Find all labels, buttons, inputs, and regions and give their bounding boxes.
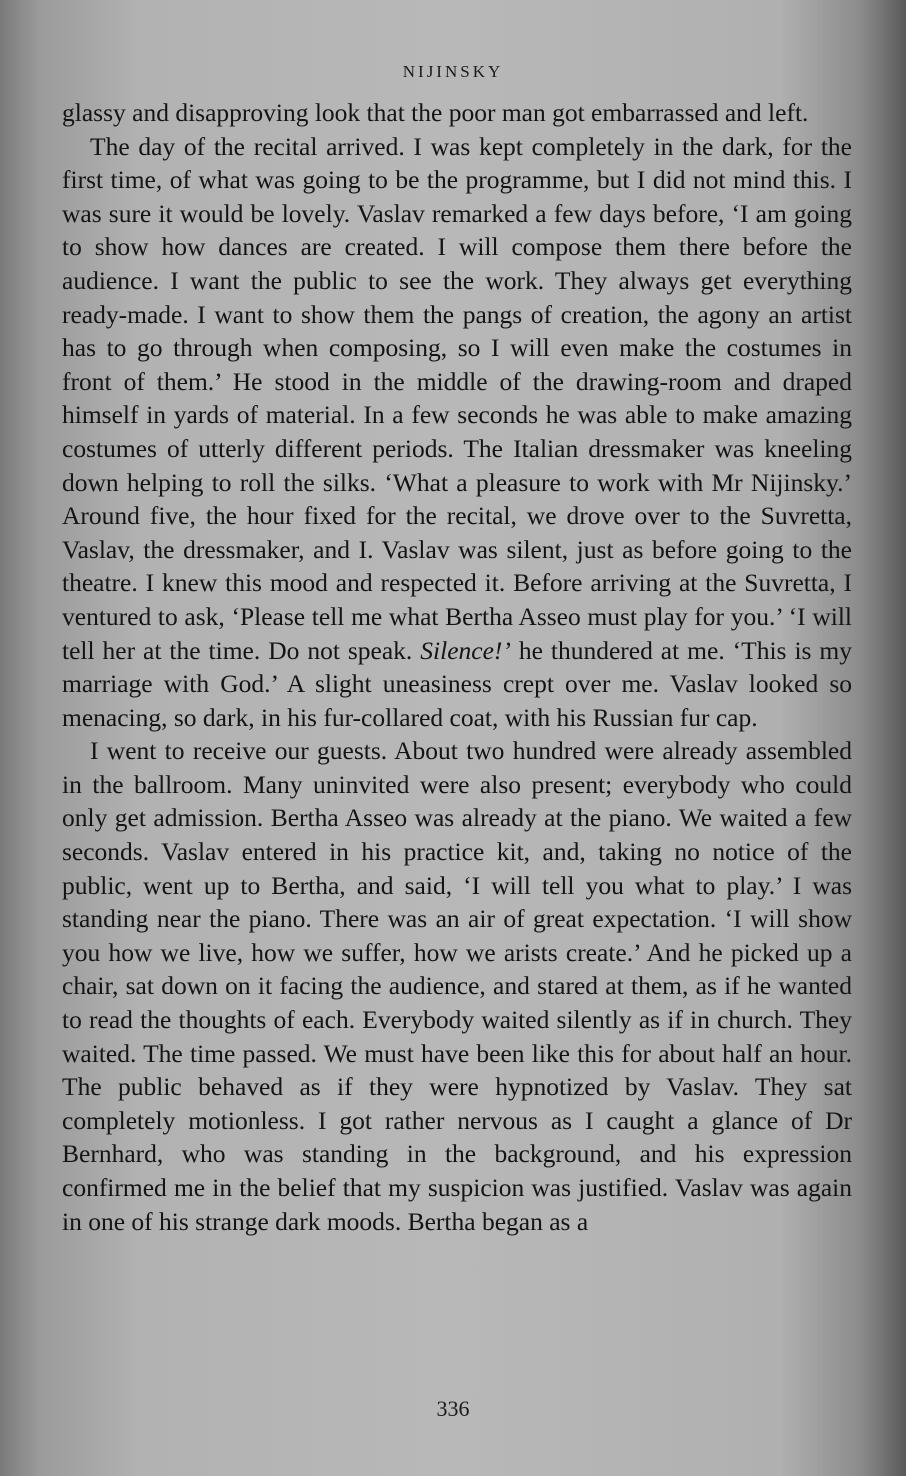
paragraph-text-rest: he thundered at me. ‘This is my marriage with God.’ A slight uneasiness crept over me. Vaslav looked so menacing, so dark, in his fur-collared coat, with his Russian fur cap. bbox=[62, 635, 853, 732]
running-head: NIJINSKY bbox=[402, 62, 504, 81]
paragraph-guests: I went to receive our guests. About two hundred were already assembled in the ballroom. Many uninvited were also present; everybody who could only get admission. Bertha Asseo was already at the piano. We waited a few seconds. Vaslav entered in his practice kit, and, taking no notice of the public, went up to Bertha, and said, ‘I will tell you what to play.’ I was standing near the piano. There was an air of great expectation. ‘I will show you how we live, how we suffer, how we arists create.’ And he picked up a chair, sat down on it facing the audience, and stared at them, as if he wanted to read the thoughts of each. Everybody waited silently as if in church. They waited. The time passed. We must have been like this for about half an hour. The public behaved as if they were hypnotized by Vaslav. They sat completely motionless. I got rather nervous as I caught a glance of Dr Bernhard, who was standing in the background, and his expression confirmed me in the belief that my suspicion was justified. Vaslav was again in one of his strange dark moods. Bertha began as a bbox=[62, 736, 852, 1236]
paragraph-text: The day of the recital arrived. I was kept completely in the dark, for the first time, of what was going to be the programme, but I did not mind this. I was sure it would be lovely. Vaslav remarked a few days before, ‘I am going to show how dances are created. I will compose them there before the audience. I want the public to see the work. They always get everything ready-made. I want to show them the pangs of creation, the agony an artist has to go through when composing, so I will even make the costumes in front of them.’ He stood in the middle of the drawing-room and draped himself in yards of material. In a few seconds he was able to make amazing costumes of utterly different periods. The Italian dressmaker was kneeling down helping to roll the silks. ‘What a pleasure to work with Mr Nijinsky.’ Around five, the hour fixed for the recital, we drove over to the Suvretta, Vaslav, the dressmaker, and I. Vaslav was silent, just as before going to the theatre. I knew this mood and respected it. Before arriving at the Suvretta, I ventured to ask, ‘Please tell me what Bertha Asseo must play for you.’ ‘I will tell her at the time. Do not speak. bbox=[62, 131, 852, 665]
paragraph-continuation: glassy and disapproving look that the poor man got embarrassed and left. bbox=[62, 98, 809, 127]
page-number: 336 bbox=[436, 1396, 470, 1421]
paragraph-recital-day bbox=[62, 130, 852, 735]
body-text bbox=[62, 96, 852, 1238]
italic-text: Silence!’ bbox=[420, 635, 511, 665]
